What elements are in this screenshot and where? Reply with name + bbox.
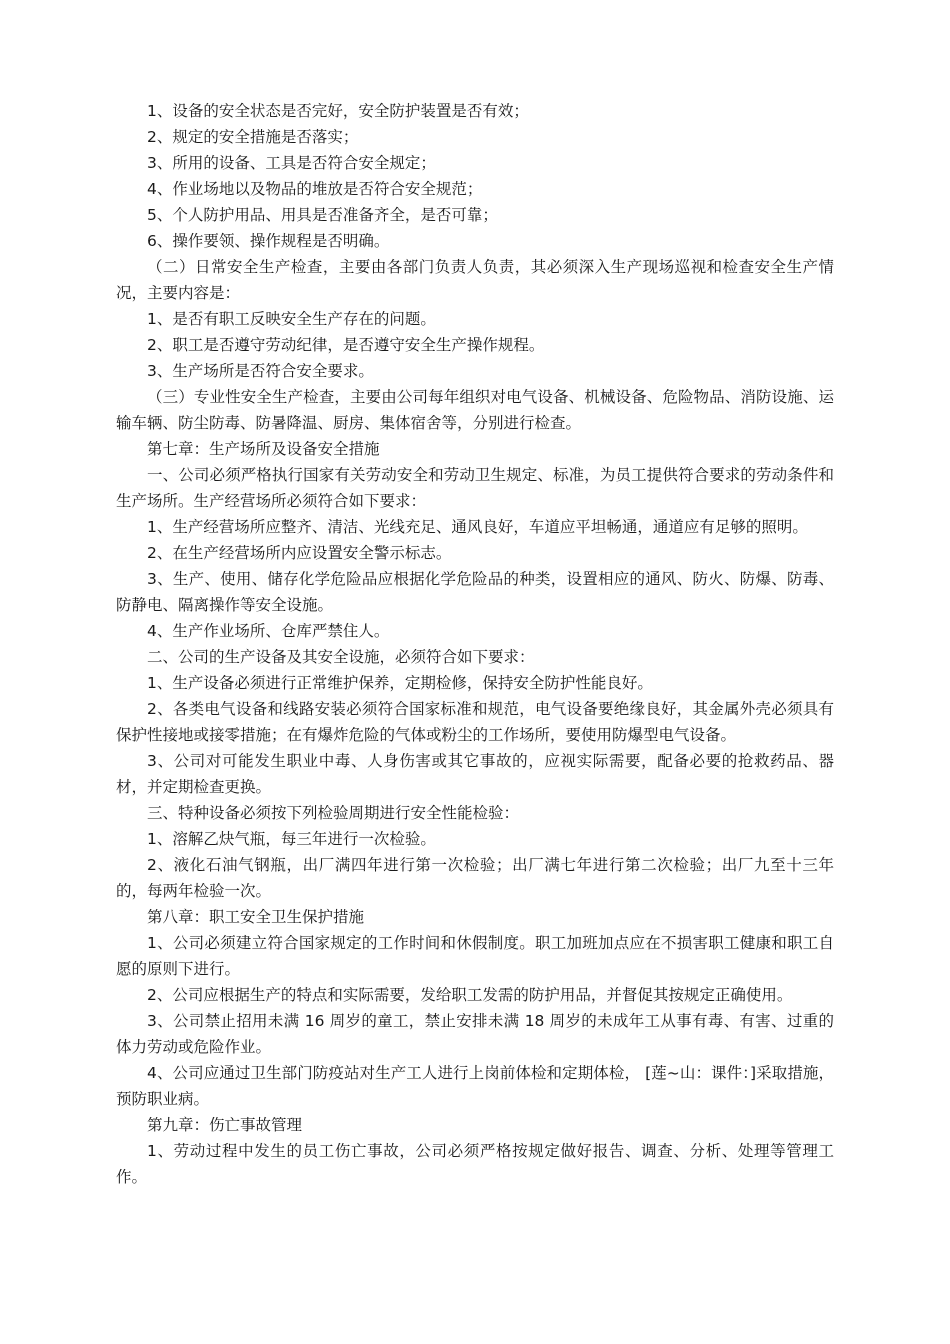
chapter-heading: 第八章：职工安全卫生保护措施: [147, 908, 365, 926]
paragraph: 6、操作要领、操作规程是否明确。: [147, 232, 390, 250]
paragraph: 三、特种设备必须按下列检验周期进行安全性能检验：: [147, 804, 520, 822]
paragraph: 1、是否有职工反映安全生产存在的问题。: [147, 310, 436, 328]
paragraph: 1、生产设备必须进行正常维护保养，定期检修，保持安全防护性能良好。: [147, 674, 653, 692]
paragraph: （二）日常安全生产检查，主要由各部门负责人负责，其必须深入生产现场巡视和检查安全生产情况，主要内容是：: [116, 258, 834, 302]
paragraph: （三）专业性安全生产检查，主要由公司每年组织对电气设备、机械设备、危险物品、消防设施、运输车辆、防尘防毒、防暑降温、厨房、集体宿舍等，分别进行检查。: [116, 388, 834, 432]
paragraph: 一、公司必须严格执行国家有关劳动安全和劳动卫生规定、标准，为员工提供符合要求的劳动条件和生产场所。生产经营场所必须符合如下要求：: [116, 466, 834, 510]
chapter-heading: 第九章：伤亡事故管理: [147, 1116, 303, 1134]
paragraph: 1、设备的安全状态是否完好，安全防护装置是否有效；: [147, 102, 529, 120]
paragraph: 4、作业场地以及物品的堆放是否符合安全规范；: [147, 180, 483, 198]
paragraph: 3、公司对可能发生职业中毒、人身伤害或其它事故的，应视实际需要，配备必要的抢救药品、器材，并定期检查更换。: [116, 752, 834, 796]
paragraph: 4、生产作业场所、仓库严禁住人。: [147, 622, 390, 640]
paragraph: 2、液化石油气钢瓶，出厂满四年进行第一次检验；出厂满七年进行第二次检验；出厂九至十三年的，每两年检验一次。: [116, 856, 834, 900]
paragraph: 3、公司禁止招用未满 16 周岁的童工，禁止安排未满 18 周岁的未成年工从事有毒、有害、过重的体力劳动或危险作业。: [116, 1012, 834, 1056]
chapter-heading: 第七章：生产场所及设备安全措施: [147, 440, 380, 458]
paragraph: 2、公司应根据生产的特点和实际需要，发给职工发需的防护用品，并督促其按规定正确使用。: [147, 986, 793, 1004]
paragraph: 3、生产、使用、储存化学危险品应根据化学危险品的种类，设置相应的通风、防火、防爆、防毒、防静电、隔离操作等安全设施。: [116, 570, 834, 614]
paragraph: 2、各类电气设备和线路安装必须符合国家标准和规范，电气设备要绝缘良好，其金属外壳必须具有保护性接地或接零措施；在有爆炸危险的气体或粉尘的工作场所，要使用防爆型电气设备。: [116, 700, 834, 744]
paragraph: 2、在生产经营场所内应设置安全警示标志。: [147, 544, 452, 562]
paragraph: 1、劳动过程中发生的员工伤亡事故，公司必须严格按规定做好报告、调查、分析、处理等管理工作。: [116, 1142, 834, 1186]
paragraph: 1、溶解乙炔气瓶，每三年进行一次检验。: [147, 830, 436, 848]
paragraph: 3、生产场所是否符合安全要求。: [147, 362, 374, 380]
document-body: [116, 98, 834, 1190]
paragraph: 4、公司应通过卫生部门防疫站对生产工人进行上岗前体检和定期体检， [莲~山：课件：]采取措施，预防职业病。: [116, 1064, 834, 1108]
paragraph: 2、职工是否遵守劳动纪律，是否遵守安全生产操作规程。: [147, 336, 545, 354]
paragraph: 1、生产经营场所应整齐、清洁、光线充足、通风良好，车道应平坦畅通，通道应有足够的照明。: [147, 518, 808, 536]
paragraph: 二、公司的生产设备及其安全设施，必须符合如下要求：: [147, 648, 535, 666]
paragraph: 1、公司必须建立符合国家规定的工作时间和休假制度。职工加班加点应在不损害职工健康和职工自愿的原则下进行。: [116, 934, 834, 978]
paragraph: 5、个人防护用品、用具是否准备齐全，是否可靠；: [147, 206, 498, 224]
paragraph: 3、所用的设备、工具是否符合安全规定；: [147, 154, 436, 172]
paragraph: 2、规定的安全措施是否落实；: [147, 128, 359, 146]
